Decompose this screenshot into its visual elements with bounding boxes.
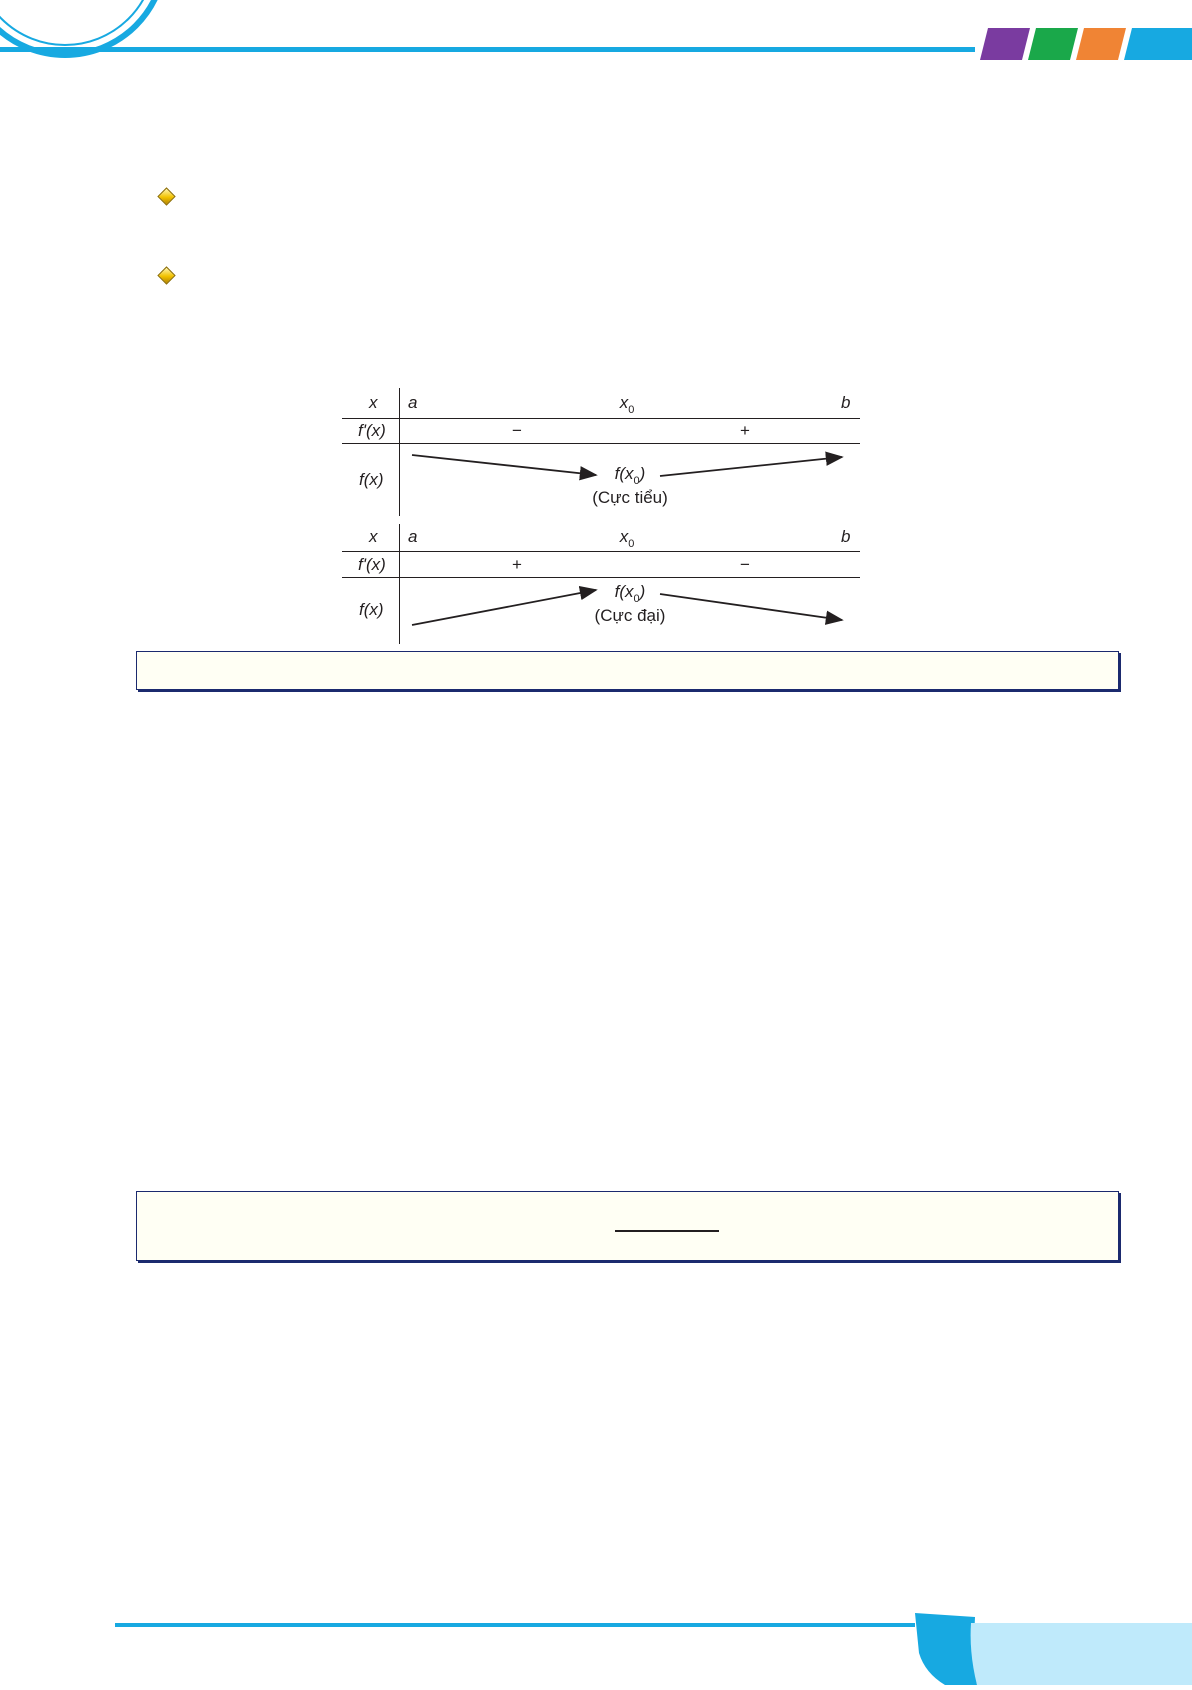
bullet-diamond-icon <box>157 187 175 205</box>
underline-mark <box>615 1230 719 1232</box>
a-label: a <box>408 393 418 412</box>
purple-tab <box>980 28 1030 60</box>
bullet-diamond-icon <box>157 266 175 284</box>
f-label: f(x) <box>359 600 384 619</box>
increasing-arrow-icon <box>342 524 860 644</box>
maximum-caption: (Cực đại) <box>594 606 666 625</box>
sign-negative: − <box>512 421 522 440</box>
fprime-label: f'(x) <box>358 555 386 574</box>
x-label: x <box>369 527 378 546</box>
header-color-tabs <box>980 28 1192 60</box>
extremum-value: $f(x_0)$ <box>614 582 646 605</box>
header-rule <box>0 47 975 52</box>
variation-table-maximum <box>342 524 860 644</box>
variation-table-minimum <box>342 388 860 516</box>
footer-page-tab <box>915 1613 1192 1685</box>
note-box <box>136 1191 1119 1261</box>
extremum-value: $f(x_0)$ <box>614 464 646 487</box>
minimum-caption: (Cực tiểu) <box>592 488 668 507</box>
footer-rule <box>115 1623 915 1627</box>
blue-tab <box>1124 28 1192 60</box>
x0-label: $x_0$ <box>619 393 635 416</box>
b-label: b <box>841 527 851 546</box>
x-label: x <box>369 393 378 412</box>
a-label: a <box>408 527 418 546</box>
sign-positive: + <box>512 555 522 574</box>
x0-label: $x_0$ <box>619 527 635 550</box>
fprime-label: f'(x) <box>358 421 386 440</box>
note-box <box>136 651 1119 690</box>
green-tab <box>1028 28 1078 60</box>
orange-tab <box>1076 28 1126 60</box>
sign-negative: − <box>740 555 750 574</box>
sign-positive: + <box>740 421 750 440</box>
f-label: f(x) <box>359 470 384 489</box>
b-label: b <box>841 393 851 412</box>
